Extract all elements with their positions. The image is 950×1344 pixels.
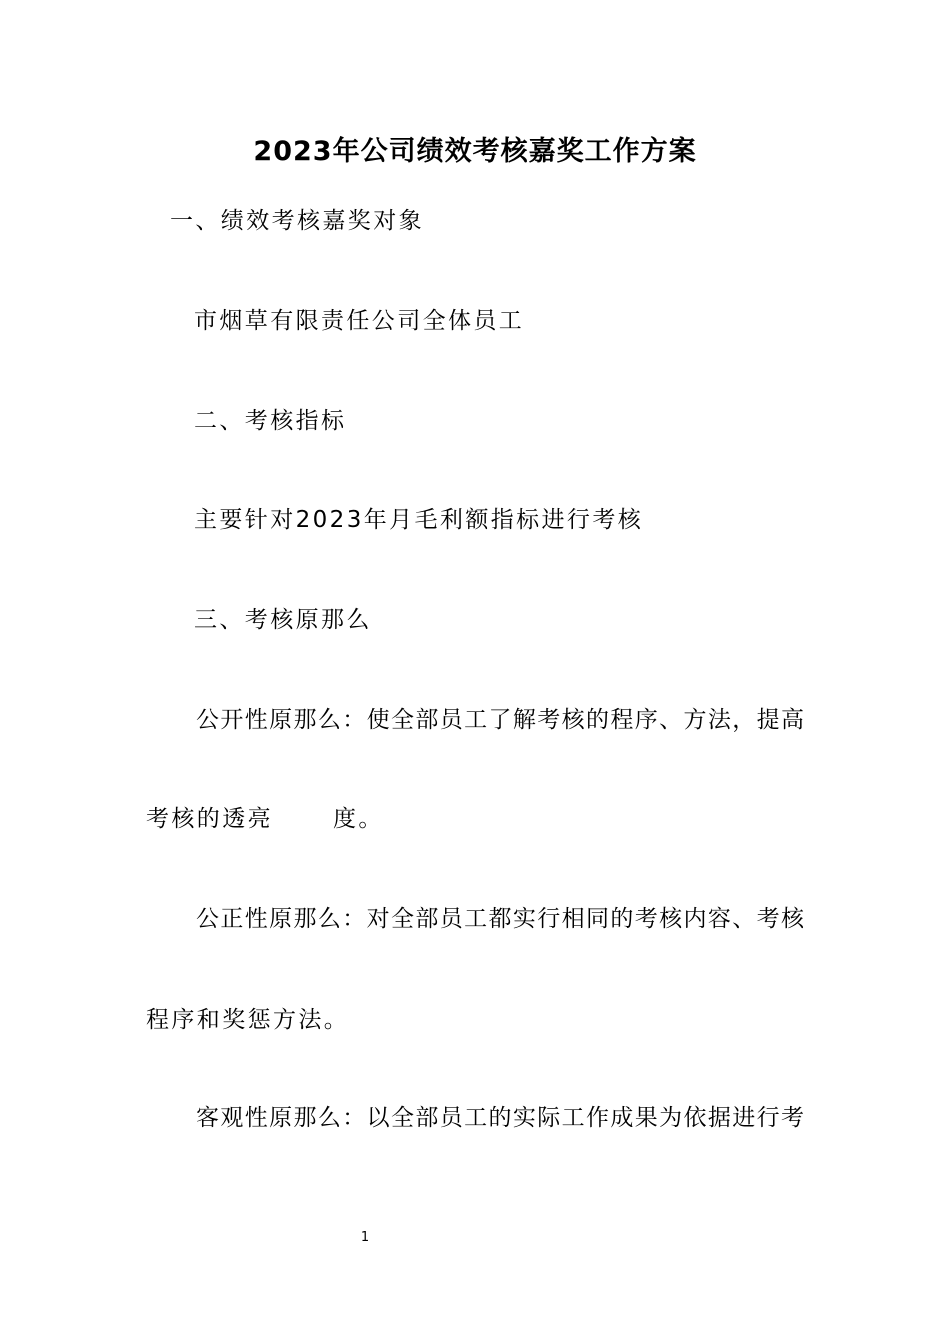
section-heading-1: 一、绩效考核嘉奖对象 — [170, 208, 424, 234]
paragraph-line: 市烟草有限责任公司全体员工 — [194, 308, 525, 334]
section-heading-2: 二、考核指标 — [194, 408, 347, 434]
paragraph-fragment: 考核的透亮 — [146, 806, 273, 832]
paragraph-fragment: 度。 — [333, 806, 384, 832]
paragraph-line: 公开性原那么：使全部员工了解考核的程序、方法，提高 — [196, 707, 804, 733]
section-heading-3: 三、考核原那么 — [194, 607, 372, 633]
paragraph-line — [146, 802, 384, 836]
page-number: 1 — [360, 1230, 370, 1245]
paragraph-line: 程序和奖惩方法。 — [146, 1007, 350, 1033]
paragraph-line: 客观性原那么：以全部员工的实际工作成果为依据进行考 — [196, 1105, 804, 1131]
paragraph-line: 公正性原那么：对全部员工都实行相同的考核内容、考核 — [196, 906, 804, 932]
paragraph-line: 主要针对2023年月毛利额指标进行考核 — [194, 507, 644, 533]
document-title: 2023年公司绩效考核嘉奖工作方案 — [253, 136, 697, 167]
